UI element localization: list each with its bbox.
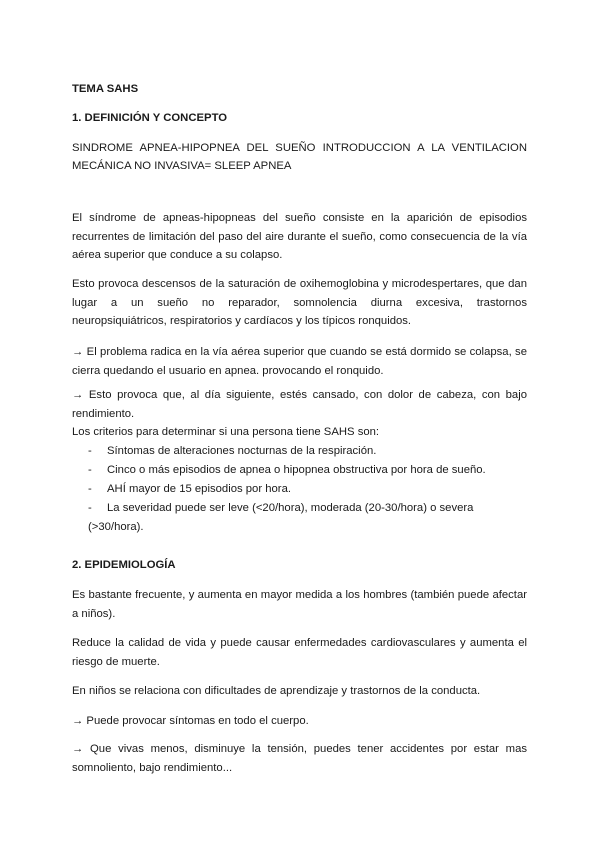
section1-arrow-note-2: → Esto provoca que, al día siguiente, estés cansado, con dolor de cabeza, con bajo rendimiento. (72, 389, 527, 420)
list-dash: - (88, 464, 92, 476)
section1-heading: 1. DEFINICIÓN Y CONCEPTO (72, 112, 228, 124)
section2-paragraph-2: Reduce la calidad de vida y puede causar enfermedades cardiovasculares y aumenta el riesgo de muerte. (72, 637, 527, 668)
section1-subtitle-line1: SINDROME APNEA-HIPOPNEA DEL SUEÑO INTRODUCCION A LA VENTILACION (72, 142, 527, 154)
criteria-intro: Los criterios para determinar si una persona tiene SAHS son: (72, 426, 380, 438)
criteria-text: La severidad puede ser leve (<20/hora), moderada (20-30/hora) o severa (>30/hora). (88, 502, 474, 533)
section2-paragraph-1: Es bastante frecuente, y aumenta en mayor medida a los hombres (también puede afectar a niños). (72, 589, 527, 620)
criteria-list-item (88, 480, 528, 499)
criteria-text: AHÍ mayor de 15 episodios por hora. (107, 483, 291, 495)
criteria-list-item (88, 461, 528, 480)
section2-paragraph-3: En niños se relaciona con dificultades de aprendizaje y trastornos de la conducta. (72, 685, 481, 697)
section2-arrow-note-2: → Que vivas menos, disminuye la tensión, puedes tener accidentes por estar mas somnoliento, bajo rendimiento... (72, 743, 527, 774)
list-dash: - (88, 445, 92, 457)
list-dash: - (88, 483, 92, 495)
section1-subtitle-line2: MECÁNICA NO INVASIVA= SLEEP APNEA (72, 160, 292, 172)
criteria-list-item (88, 499, 528, 536)
section1-paragraph-2: Esto provoca descensos de la saturación de oxihemoglobina y microdespertares, que dan lugar a un sueño no reparador, somnolencia diurna excesiva, trastornos neuropsiquiátricos, respiratorios y cardíacos y los típicos ronquidos. (72, 278, 527, 327)
section1-paragraph-1: El síndrome de apneas-hipopneas del sueño consiste en la aparición de episodios recurrentes de limitación del paso del aire durante el sueño, como consecuencia de la vía aérea superior que conduce a su colapso. (72, 212, 527, 261)
document-title: TEMA SAHS (72, 83, 139, 95)
section2-arrow-note-1: → Puede provocar síntomas en todo el cuerpo. (72, 715, 309, 727)
section2-heading: 2. EPIDEMIOLOGÍA (72, 559, 176, 571)
criteria-list-item (88, 442, 528, 461)
list-dash: - (88, 502, 92, 514)
criteria-text: Síntomas de alteraciones nocturnas de la respiración. (107, 445, 377, 457)
section1-arrow-note-1: → El problema radica en la vía aérea superior que cuando se está dormido se colapsa, se cierra quedando el usuario en apnea. provocando el ronquido. (72, 346, 527, 377)
criteria-text: Cinco o más episodios de apnea o hipopnea obstructiva por hora de sueño. (107, 464, 486, 476)
